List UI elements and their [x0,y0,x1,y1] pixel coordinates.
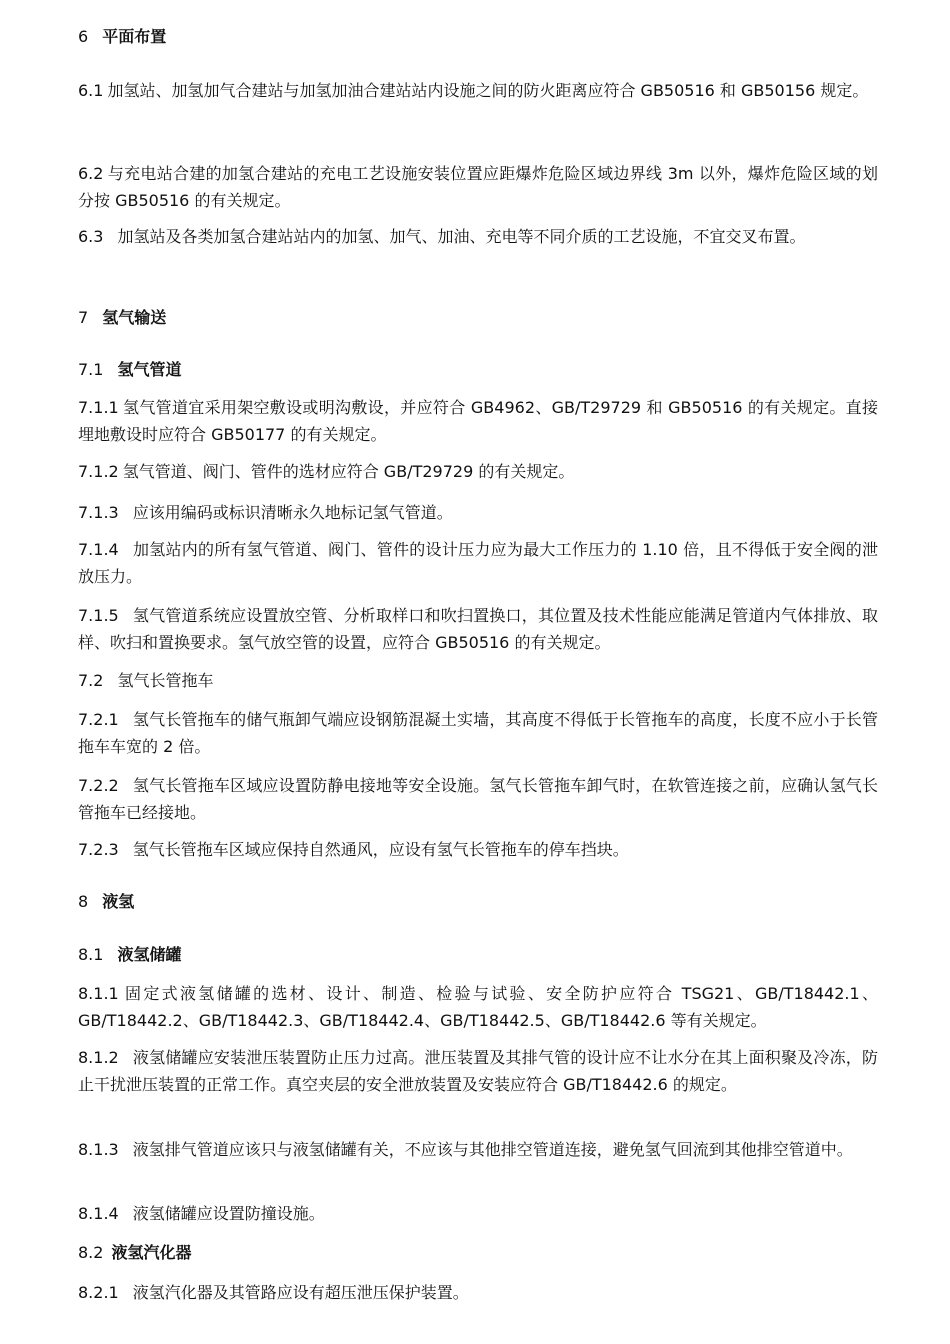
clause-8-2-1 [78,1279,878,1306]
section-number: 8.2 [78,1243,104,1262]
section-number: 7 [78,308,89,327]
clause-number: 7.1.5 [78,606,119,625]
clause-number: 7.1.3 [78,503,119,522]
section-heading-8-1 [78,941,181,968]
section-heading-7-1 [78,356,181,383]
clause-7-1-2 [78,458,878,485]
clause-text: 氢气长管拖车区域应设置防静电接地等安全设施。氢气长管拖车卸气时，在软管连接之前，应确认氢气长管拖车已经接地。 [78,776,878,822]
section-number: 7.1 [78,360,104,379]
section-title: 氢气管道 [117,360,182,379]
clause-text: 固定式液氢储罐的选材、设计、制造、检验与试验、安全防护应符合 TSG21、GB/T18442.1、GB/T18442.2、GB/T18442.3、GB/T18442.4、GB/T18442.5、GB/T18442.6 等有关规定。 [78,984,878,1030]
clause-number: 8.1.1 [78,984,119,1003]
clause-8-1-3 [78,1136,878,1163]
section-title: 平面布置 [102,27,167,46]
section-number: 7.2 [78,671,104,690]
section-title: 液氢汽化器 [111,1243,192,1262]
clause-6-1 [78,77,878,104]
clause-7-1-1 [78,394,878,448]
section-heading-8-2 [78,1239,191,1266]
clause-number: 7.1.1 [78,398,119,417]
section-title: 氢气输送 [102,308,167,327]
section-heading-6 [78,23,166,50]
clause-8-1-4 [78,1200,878,1227]
clause-text: 加氢站、加氢加气合建站与加氢加油合建站站内设施之间的防火距离应符合 GB50516 和 GB50156 规定。 [107,81,869,100]
section-heading-8 [78,888,134,915]
clause-text: 氢气管道、阀门、管件的选材应符合 GB/T29729 的有关规定。 [122,462,575,481]
clause-text: 液氢汽化器及其管路应设有超压泄压保护装置。 [132,1283,469,1302]
clause-number: 6.3 [78,227,104,246]
section-number: 8 [78,892,89,911]
clause-number: 8.1.3 [78,1140,119,1159]
clause-7-1-5 [78,602,878,656]
clause-number: 6.2 [78,164,104,183]
clause-number: 8.1.4 [78,1204,119,1223]
clause-text: 应该用编码或标识清晰永久地标记氢气管道。 [132,503,453,522]
clause-number: 6.1 [78,81,104,100]
clause-number: 7.2.1 [78,710,119,729]
clause-text: 液氢排气管道应该只与液氢储罐有关，不应该与其他排空管道连接，避免氢气回流到其他排空管道中。 [132,1140,853,1159]
clause-text: 加氢站及各类加氢合建站站内的加氢、加气、加油、充电等不同介质的工艺设施，不宜交叉布置。 [117,227,806,246]
section-title: 液氢储罐 [117,945,182,964]
section-heading-7-2 [78,667,213,694]
clause-number: 7.2.2 [78,776,119,795]
clause-text: 与充电站合建的加氢合建站的充电工艺设施安装位置应距爆炸危险区域边界线 3m 以外，爆炸危险区域的划分按 GB50516 的有关规定。 [78,164,878,210]
section-number: 6 [78,27,89,46]
clause-number: 8.1.2 [78,1048,119,1067]
clause-7-1-4 [78,536,878,590]
clause-8-1-1 [78,980,878,1034]
clause-number: 8.2.1 [78,1283,119,1302]
clause-6-3 [78,223,878,250]
clause-text: 氢气管道系统应设置放空管、分析取样口和吹扫置换口，其位置及技术性能应能满足管道内气体排放、取样、吹扫和置换要求。氢气放空管的设置，应符合 GB50516 的有关规定。 [78,606,878,652]
clause-7-2-3 [78,836,878,863]
section-title: 氢气长管拖车 [117,671,214,690]
clause-text: 液氢储罐应设置防撞设施。 [132,1204,325,1223]
clause-7-1-3 [78,499,878,526]
clause-number: 7.1.4 [78,540,119,559]
clause-number: 7.2.3 [78,840,119,859]
clause-text: 氢气长管拖车的储气瓶卸气端应设钢筋混凝土实墙，其高度不得低于长管拖车的高度，长度不应小于长管拖车车宽的 2 倍。 [78,710,878,756]
section-number: 8.1 [78,945,104,964]
clause-text: 液氢储罐应安装泄压装置防止压力过高。泄压装置及其排气管的设计应不让水分在其上面积聚及冷冻，防止干扰泄压装置的正常工作。真空夹层的安全泄放装置及安装应符合 GB/T18442.6 的规定。 [78,1048,878,1094]
clause-text: 氢气长管拖车区域应保持自然通风，应设有氢气长管拖车的停车挡块。 [132,840,629,859]
section-title: 液氢 [102,892,135,911]
clause-7-2-2 [78,772,878,826]
clause-text: 加氢站内的所有氢气管道、阀门、管件的设计压力应为最大工作压力的 1.10 倍，且不得低于安全阀的泄放压力。 [78,540,878,586]
clause-number: 7.1.2 [78,462,119,481]
clause-7-2-1 [78,706,878,760]
section-heading-7 [78,304,166,331]
clause-8-1-2 [78,1044,878,1098]
clause-text: 氢气管道宜采用架空敷设或明沟敷设，并应符合 GB4962、GB/T29729 和 GB50516 的有关规定。直接埋地敷设时应符合 GB50177 的有关规定。 [78,398,878,444]
clause-6-2 [78,160,878,214]
